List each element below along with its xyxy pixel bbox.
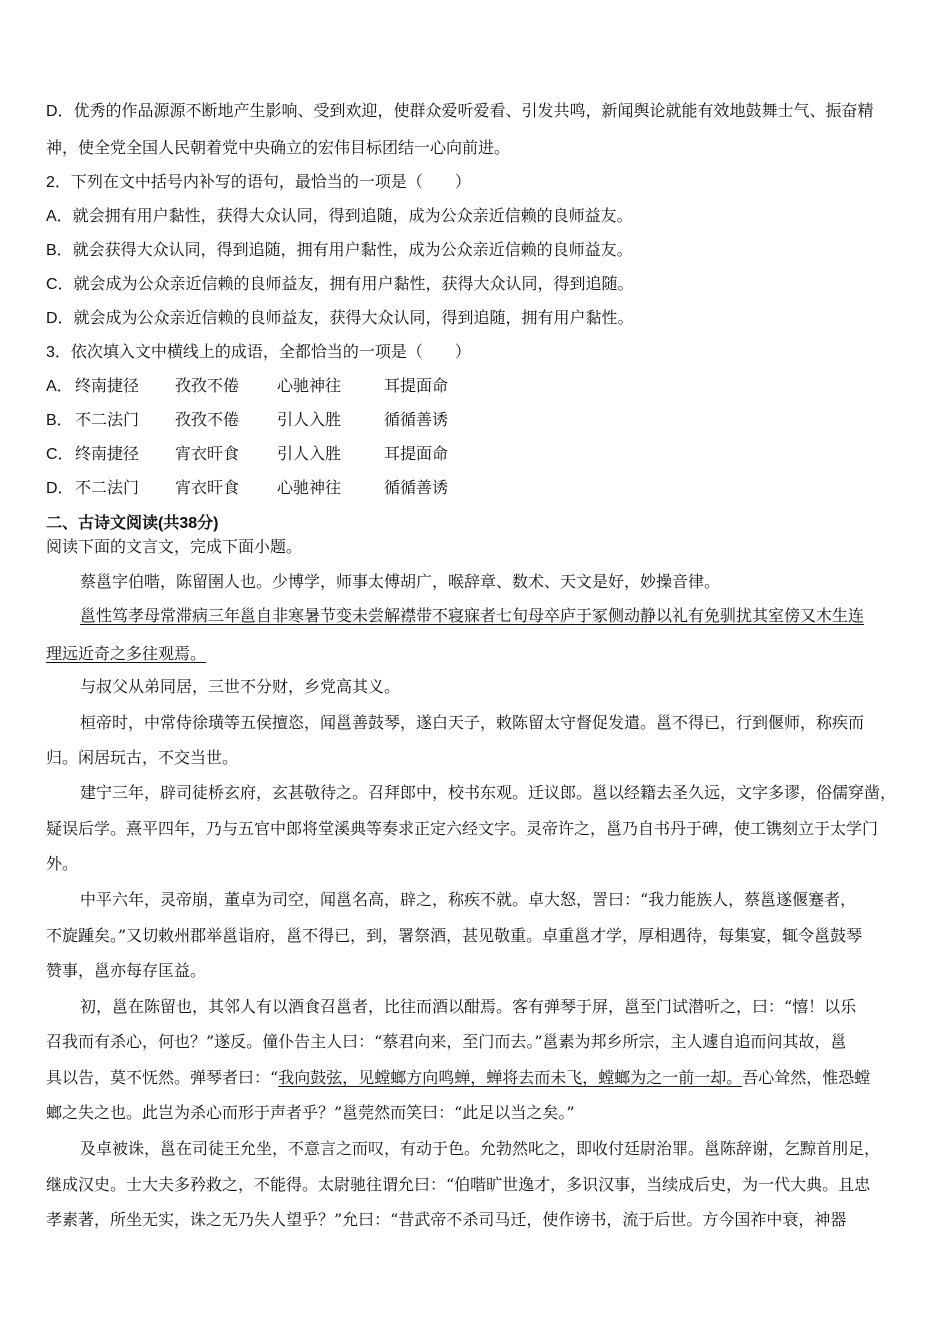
q3-option-idiom: 宵衣旰食	[175, 480, 240, 497]
passage-paragraph-4: 归。闲居玩古，不交当世。	[46, 748, 239, 767]
passage-paragraph-6: 不旋踵矣。”又切敕州郡举邕诣府，邕不得已，到，署祭酒，甚见敬重。卓重邕才学，厚相遇待，每集宴，辄令邕鼓琴	[46, 926, 863, 945]
question-3-stem: 3．依次填入文中横线上的成语，全都恰当的一项是（ ）	[46, 344, 471, 361]
q3-option-idiom: 循循善诱	[384, 480, 449, 497]
q3-option-idiom: 耳提面命	[384, 378, 449, 395]
section-2-title: 二、古诗文阅读(共38分)	[46, 515, 219, 532]
passage-paragraph-4: 桓帝时，中常侍徐璜等五侯擅恣，闻邕善鼓琴，遂白天子，敕陈留太守督促发遣。邕不得已，行到偃师，称疾而	[80, 713, 865, 732]
q3-option-idiom: 不二法门	[75, 480, 140, 497]
q3-option-idiom: 耳提面命	[384, 446, 449, 463]
q3-option-idiom: 引人入胜	[277, 446, 342, 463]
passage-paragraph-5: 外。	[46, 854, 79, 873]
passage-paragraph-7: 初，邕在陈留也，其邻人有以酒食召邕者，比往而酒以酣焉。客有弹琴于屏，邕至门试潜听之，曰：“憘！以乐	[80, 997, 857, 1016]
q3-option-label: D．	[46, 480, 74, 497]
q3-option-idiom: 心驰神往	[277, 480, 342, 497]
passage-paragraph-6: 中平六年，灵帝崩，董卓为司空，闻邕名高，辟之，称疾不就。卓大怒，詈曰：“我力能族人，蔡邕遂偃蹇者，	[80, 890, 857, 909]
passage-text: 吾心耸然，惟恐螳	[742, 1068, 871, 1087]
q3-option-idiom: 终南捷径	[75, 446, 140, 463]
q3-option-idiom: 终南捷径	[75, 378, 140, 395]
question-2-stem: 2．下列在文中括号内补写的语句，最恰当的一项是（ ）	[46, 174, 471, 191]
passage-paragraph-7: 螂之失之也。此岂为杀心而形于声者乎？”邕莞然而笑曰：“此足以当之矣。”	[46, 1103, 575, 1122]
passage-paragraph-7: 召我而有杀心，何也？”遂反。僮仆告主人曰：“蔡君向来，至门而去。”邕素为邦乡所宗，主人遽自追而问其故，邕	[46, 1032, 847, 1051]
passage-paragraph-6: 赞事，邕亦每存匡益。	[46, 961, 207, 980]
q3-option-idiom: 孜孜不倦	[175, 378, 240, 395]
q3-option-idiom: 孜孜不倦	[175, 412, 240, 429]
passage-paragraph-8: 及卓被诛，邕在司徒王允坐，不意言之而叹，有动于色。允勃然叱之，即收付廷尉治罪。邕陈辞谢，乞黥首刖足，	[80, 1139, 881, 1158]
passage-paragraph-7	[46, 1067, 870, 1089]
q3-option-label: A．	[46, 378, 73, 395]
passage-paragraph-5: 建宁三年，辟司徒桥玄府，玄甚敬待之。召拜郎中，校书东观。迁议郎。邕以经籍去圣久远，文字多谬，俗儒穿凿，	[80, 783, 897, 802]
q3-option-label: C．	[46, 446, 74, 463]
passage-paragraph-8: 继成汉史。士大夫多矜救之，不能得。太尉驰往谓允曰：“伯喈旷世逸才，多识汉事，当续成后史，为一代大典。且忠	[46, 1175, 871, 1194]
passage-text: 具以告，莫不怃然。弹琴者曰：“	[46, 1068, 279, 1087]
q1-option-d-line2: 神，使全党全国人民朝着党中央确立的宏伟目标团结一心向前进。	[46, 140, 511, 157]
q2-option-a: A．就会拥有用户黏性，获得大众认同，得到追随，成为公众亲近信赖的良师益友。	[46, 208, 633, 225]
q2-option-b: B．就会获得大众认同，得到追随，拥有用户黏性，成为公众亲近信赖的良师益友。	[46, 242, 633, 259]
q3-option-label: B．	[46, 412, 73, 429]
passage-underlined-sentence: 我向鼓弦，见螳螂方向鸣蝉，蝉将去而未飞，螳螂为之一前一却。	[278, 1068, 743, 1087]
q3-option-idiom: 引人入胜	[277, 412, 342, 429]
passage-paragraph-1: 蔡邕字伯喈，陈留圉人也。少博学，师事太傅胡广，喉辞章、数术、天文是好，妙操音律。	[80, 572, 721, 591]
passage-paragraph-2-underlined: 理远近奇之多往观焉。	[46, 644, 207, 663]
passage-paragraph-8: 孝素著，所坐无实，诛之无乃失人望乎？”允曰：“昔武帝不杀司马迁，使作谤书，流于后世。方今国祚中衰，神器	[46, 1210, 847, 1229]
q2-option-d: D．就会成为公众亲近信赖的良师益友，获得大众认同，得到追随，拥有用户黏性。	[46, 310, 634, 327]
q2-option-c: C．就会成为公众亲近信赖的良师益友，拥有用户黏性，获得大众认同，得到追随。	[46, 276, 634, 293]
passage-paragraph-3: 与叔父从弟同居，三世不分财，乡党高其义。	[80, 677, 401, 696]
q3-option-idiom: 心驰神往	[277, 378, 342, 395]
q3-option-idiom: 循循善诱	[384, 412, 449, 429]
passage-paragraph-2-underlined: 邕性笃孝母常滞病三年邕自非寒暑节变未尝解襟带不寝寐者七旬母卒庐于冢侧动静以礼有免驯扰其室傍又木生连	[80, 606, 865, 625]
q3-option-idiom: 不二法门	[75, 412, 140, 429]
passage-paragraph-5: 疑误后学。熹平四年，乃与五官中郎将堂溪典等奏求正定六经文字。灵帝许之，邕乃自书丹于碑，使工镌刻立于太学门	[46, 819, 879, 838]
q3-option-idiom: 宵衣旰食	[175, 446, 240, 463]
q1-option-d-line1: D．优秀的作品源源不断地产生影响、受到欢迎，使群众爱听爱看、引发共鸣，新闻舆论就能有效地鼓舞士气、振奋精	[46, 103, 874, 120]
section-2-instruction: 阅读下面的文言文，完成下面小题。	[46, 539, 303, 556]
